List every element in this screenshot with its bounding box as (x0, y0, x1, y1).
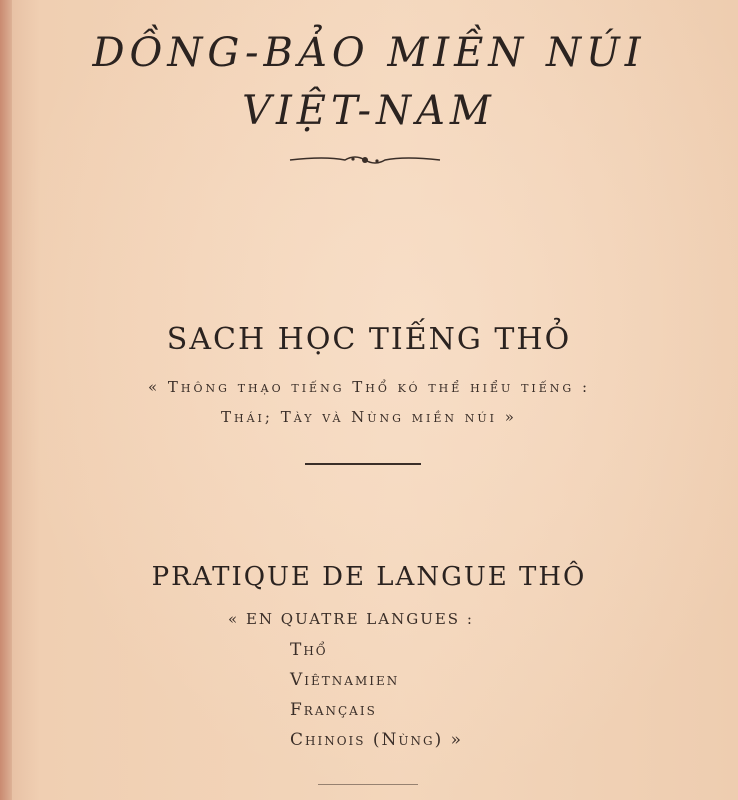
title-line-1: DỒNG-BẢO MIỀN NÚI (92, 30, 646, 76)
language-item-chinese: Chinois (Nùng) » (290, 730, 464, 750)
vietnamese-heading: SACH HỌC TIẾNG THỎ (166, 322, 572, 357)
language-item-vietnamese: Viêtnamien (290, 670, 400, 690)
section-divider-rule (305, 463, 421, 465)
vietnamese-subtitle-line-1: « Thông thạo tiếng Thổ kó thể hiểu tiếng : (147, 378, 591, 396)
language-item-french: Français (290, 700, 377, 720)
ornament-divider-icon (285, 150, 445, 170)
language-item-tho: Thổ (290, 640, 328, 660)
french-intro: « EN QUATRE LANGUES : (228, 610, 474, 628)
bottom-faint-rule (318, 784, 418, 785)
title-line-2: VIỆT-NAM (242, 88, 496, 134)
french-heading: PRATIQUE DE LANGUE THÔ (151, 562, 587, 592)
vietnamese-subtitle-line-2: Thái; Tày và Nùng miền núi » (221, 408, 517, 426)
